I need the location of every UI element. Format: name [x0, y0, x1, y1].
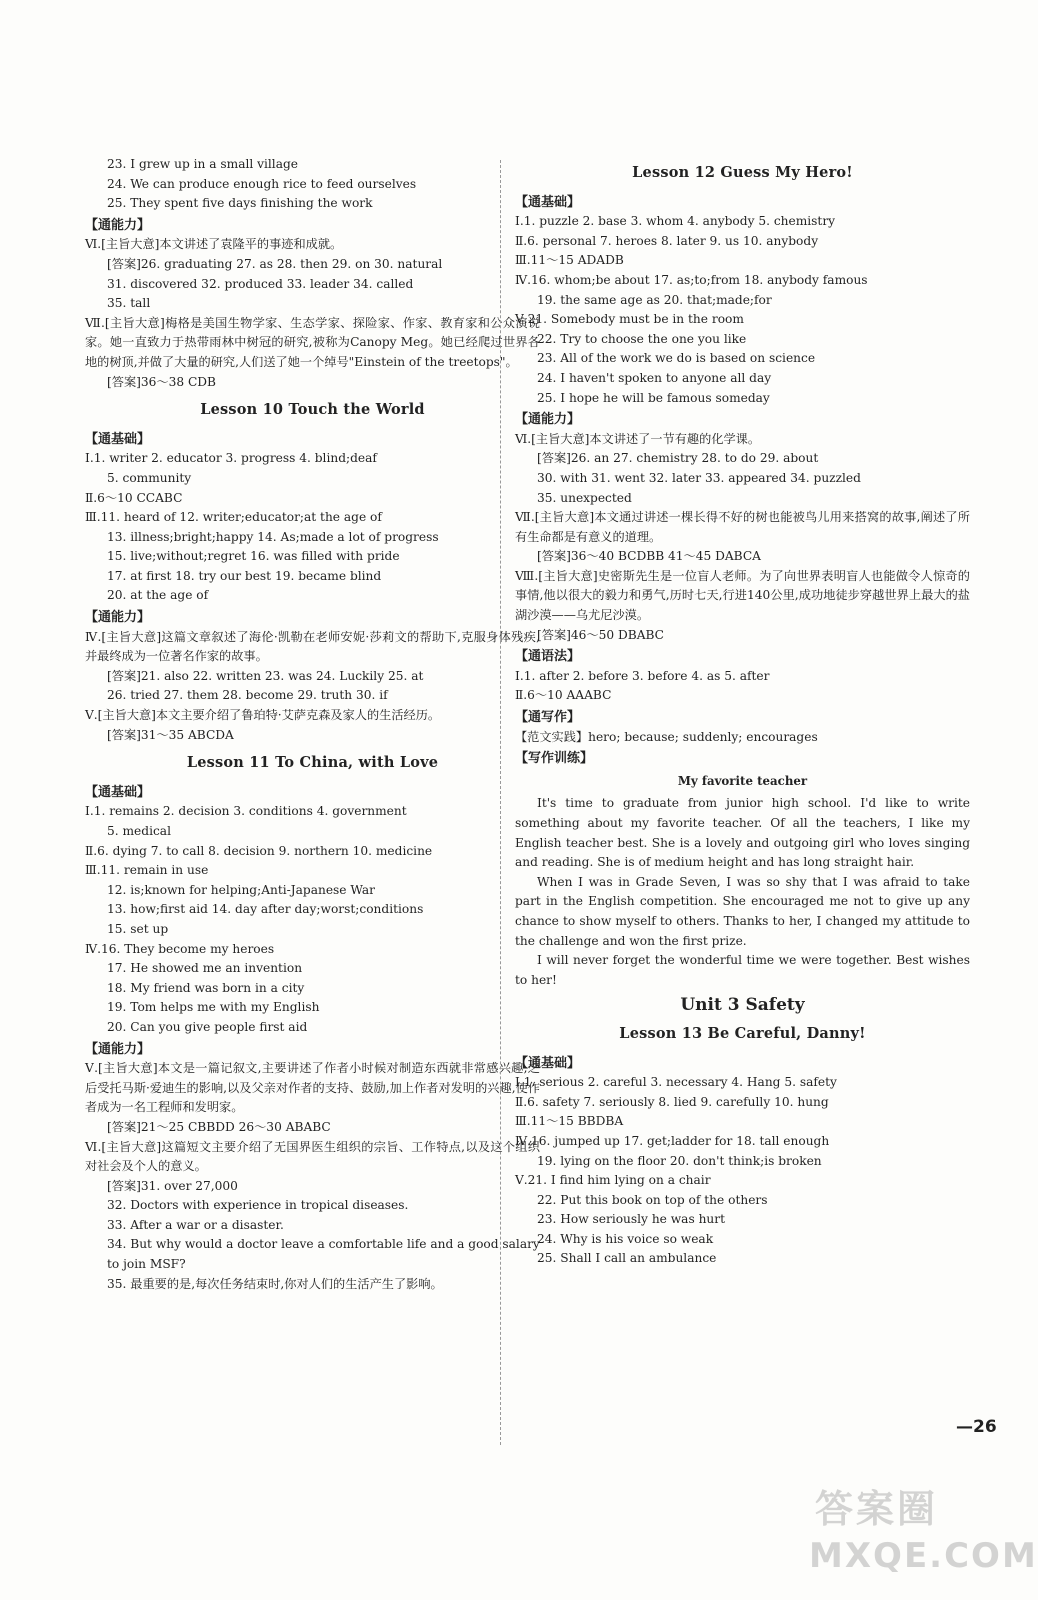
answer-line: 17. at first 18. try our best 19. became blind [107, 568, 382, 583]
answer-line: 30. with 31. went 32. later 33. appeared 34. puzzled [537, 470, 861, 485]
answer-line: 35. tall [107, 296, 151, 311]
answer-line: Ⅱ.6. safety 7. seriously 8. lied 9. carefully 10. hung [515, 1094, 829, 1109]
watermark-url: MXQE.COM [809, 1536, 1038, 1576]
answer-line: 18. My friend was born in a city [107, 980, 305, 995]
answer-line: 20. at the age of [107, 588, 209, 603]
answer-line: [答案]26. an 27. chemistry 28. to do 29. about [537, 451, 819, 466]
answer-line: 25. I hope he will be famous someday [537, 390, 770, 405]
answer-line: 22. Try to choose the one you like [537, 331, 747, 346]
answer-line: 19. the same age as 20. that;made;for [537, 292, 772, 307]
section-heading: 【通基础】 [515, 1055, 581, 1071]
lesson-title: Lesson 12 Guess My Hero! [632, 164, 853, 181]
answer-line: Ⅱ.6～10 AAABC [515, 688, 612, 703]
answer-line: Ⅴ.21. Somebody must be in the room [515, 312, 744, 327]
answer-line: Ⅰ.1. remains 2. decision 3. conditions 4. government [85, 804, 407, 819]
paragraph: Ⅴ.[主旨大意]本文主要介绍了鲁珀特·艾萨克森及家人的生活经历。 [85, 708, 441, 723]
answer-line: 5. medical [107, 824, 171, 838]
lesson-title: Lesson 13 Be Careful, Danny! [619, 1024, 866, 1042]
answer-line: 19. lying on the floor 20. don't think;is broken [537, 1153, 822, 1168]
watermark-logo [805, 1478, 1038, 1593]
answer-line: 15. live;without;regret 16. was filled with pride [107, 549, 400, 564]
answer-line: Ⅳ.16. whom;be about 17. as;to;from 18. anybody famous [515, 272, 868, 287]
section-heading: 【通能力】 [85, 217, 151, 233]
answer-line: 34. But why would a doctor leave a comfortable life and a good salary to join MSF? [107, 1237, 540, 1272]
section-heading: 【通语法】 [515, 649, 581, 665]
paragraph: It's time to graduate from junior high school. I'd like to write something about my favorite teacher. Of all the teachers, I like my English teacher best. She is a lovely and outgoing girl who loves singing and reading. She is of medium height and has long straight hair. [515, 796, 970, 870]
answer-line: Ⅱ.6. dying 7. to call 8. decision 9. northern 10. medicine [85, 843, 433, 858]
answer-line: Ⅵ.[主旨大意]本文讲述了袁隆平的事迹和成就。 [85, 237, 343, 252]
answer-line: 13. how;first aid 14. day after day;worst;conditions [107, 902, 424, 917]
answer-line: 25. They spent five days finishing the work [107, 196, 373, 211]
answer-line: Ⅱ.6. personal 7. heroes 8. later 9. us 10. anybody [515, 233, 819, 248]
answer-line: 24. We can produce enough rice to feed ourselves [107, 176, 417, 191]
answer-line: [答案]31～35 ABCDA [107, 727, 234, 742]
unit-title: Unit 3 Safety [680, 995, 805, 1016]
answer-line: 31. discovered 32. produced 33. leader 34. called [107, 276, 414, 291]
answer-line: Ⅰ.1. writer 2. educator 3. progress 4. blind;deaf [85, 451, 377, 466]
answer-line: Ⅳ.16. jumped up 17. get;ladder for 18. tall enough [515, 1133, 830, 1148]
answer-line: 26. tried 27. them 28. become 29. truth 30. if [107, 688, 388, 703]
answer-line: Ⅳ.16. They become my heroes [85, 941, 275, 956]
answer-line: Ⅲ.11～15 ADADB [515, 253, 624, 268]
paragraph: I will never forget the wonderful time we were together. Best wishes to her! [515, 953, 970, 987]
answer-line: 35. unexpected [537, 490, 632, 505]
answer-line: Ⅰ.1. serious 2. careful 3. necessary 4. Hang 5. safety [515, 1075, 837, 1090]
answer-line: Ⅱ.6～10 CCABC [85, 490, 183, 505]
answer-line: 24. Why is his voice so weak [537, 1231, 714, 1246]
answer-line: Ⅰ.1. after 2. before 3. before 4. as 5. after [515, 668, 770, 683]
paragraph: Ⅶ.[主旨大意]梅格是美国生物学家、生态学家、探险家、作家、教育家和公众演说家。她一直致力于热带雨林中树冠的研究,被称为Canopy Meg。她已经爬过世界各地的树顶,并做了大量的研究,人们送了她一个绰号"Einstein of the treetops"。 [85, 315, 540, 369]
section-heading: 【通能力】 [515, 412, 581, 428]
section-heading: 【通基础】 [85, 431, 151, 447]
lesson-title: Lesson 10 Touch the World [200, 401, 425, 419]
answer-line: Ⅲ.11. heard of 12. writer;educator;at the age of [85, 510, 382, 525]
answer-line: 17. He showed me an invention [107, 961, 303, 976]
answer-line: 12. is;known for helping;Anti-Japanese War [107, 882, 375, 897]
essay-title: My favorite teacher [677, 773, 808, 788]
answer-line: 【范文实践】hero; because; suddenly; encourages [515, 729, 818, 744]
paragraph: Ⅶ.[主旨大意]本文通过讲述一棵长得不好的树也能被鸟儿用来搭窝的故事,阐述了所有生命都是有意义的道理。 [515, 510, 970, 544]
answer-line: 24. I haven't spoken to anyone all day [537, 370, 772, 385]
answer-line: 25. Shall I call an ambulance [537, 1251, 717, 1266]
left-column [85, 155, 540, 1294]
paragraph: When I was in Grade Seven, I was so shy that I was afraid to take part in the English competition. She encouraged me not to give up any chance to show myself to others. Thanks to her, I changed my attitude to the challenge and won the first prize. [515, 874, 970, 948]
answer-line: 32. Doctors with experience in tropical diseases. [107, 1198, 409, 1213]
section-heading: 【通基础】 [85, 784, 151, 800]
answer-line: Ⅰ.1. puzzle 2. base 3. whom 4. anybody 5. chemistry [515, 214, 836, 229]
answer-line: 19. Tom helps me with my English [107, 1000, 320, 1015]
answer-line: 5. community [107, 470, 192, 485]
section-heading: 【通基础】 [515, 194, 581, 210]
answer-line: 23. All of the work we do is based on science [537, 351, 816, 366]
answer-line: Ⅲ.11. remain in use [85, 863, 209, 878]
lesson-title: Lesson 11 To China, with Love [186, 754, 439, 772]
column-divider [500, 160, 501, 1445]
answer-line: 15. set up [107, 921, 169, 936]
paragraph: Ⅷ.[主旨大意]史密斯先生是一位盲人老师。为了向世界表明盲人也能做令人惊奇的事情,他以很大的毅力和勇气,历时七天,行进140公里,成功地徒步穿越世界上最大的盐湖沙漠——乌尤尼沙漠。 [515, 568, 970, 623]
answer-line: [答案]21. also 22. written 23. was 24. Luckily 25. at [107, 668, 424, 683]
section-heading: 【通能力】 [85, 1041, 151, 1057]
paragraph: Ⅴ.[主旨大意]本文是一篇记叙文,主要讲述了作者小时候对制造东西就非常感兴趣,之后受托马斯·爱迪生的影响,以及父亲对作者的支持、鼓励,加上作者对发明的兴趣,使作者成为一名工程师和发明家。 [85, 1061, 540, 1115]
right-column [515, 155, 970, 1269]
answer-line: 23. How seriously he was hurt [537, 1212, 726, 1227]
answer-line: Ⅲ.11～15 BBDBA [515, 1114, 624, 1129]
answer-line: Ⅴ.21. I find him lying on a chair [515, 1173, 711, 1188]
section-heading: 【通能力】 [85, 610, 151, 626]
answer-line: [答案]26. graduating 27. as 28. then 29. on 30. natural [107, 256, 443, 271]
watermark-text: 答案圈 [815, 1487, 939, 1531]
answer-line: 22. Put this book on top of the others [537, 1192, 768, 1207]
answer-line: [答案]21～25 CBBDD 26～30 ABABC [107, 1119, 331, 1134]
answer-line: [答案]36～38 CDB [107, 374, 217, 389]
section-heading: 【通写作】 [515, 710, 581, 726]
answer-line: [答案]31. over 27,000 [107, 1178, 238, 1193]
answer-line: Ⅵ.[主旨大意]本文讲述了一节有趣的化学课。 [515, 431, 761, 446]
section-heading: 【写作训练】 [515, 751, 594, 767]
paragraph: Ⅳ.[主旨大意]这篇文章叙述了海伦·凯勒在老师安妮·莎莉文的帮助下,克服身体残疾,并最终成为一位著名作家的故事。 [85, 629, 540, 664]
answer-line: 35. 最重要的是,每次任务结束时,你对人们的生活产生了影响。 [107, 1276, 443, 1291]
answer-line: 13. illness;bright;happy 14. As;made a lot of progress [107, 529, 439, 544]
page-number: —26 [956, 1417, 997, 1437]
paragraph: Ⅵ.[主旨大意]这篇短文主要介绍了无国界医生组织的宗旨、工作特点,以及这个组织对社会及个人的意义。 [85, 1139, 540, 1174]
answer-line: 20. Can you give people first aid [107, 1019, 308, 1034]
answer-line: 23. I grew up in a small village [107, 157, 298, 171]
answer-line: [答案]36～40 BCDBB 41～45 DABCA [537, 549, 761, 564]
answer-line: [答案]46～50 DBABC [537, 627, 664, 642]
answer-line: 33. After a war or a disaster. [107, 1217, 284, 1232]
